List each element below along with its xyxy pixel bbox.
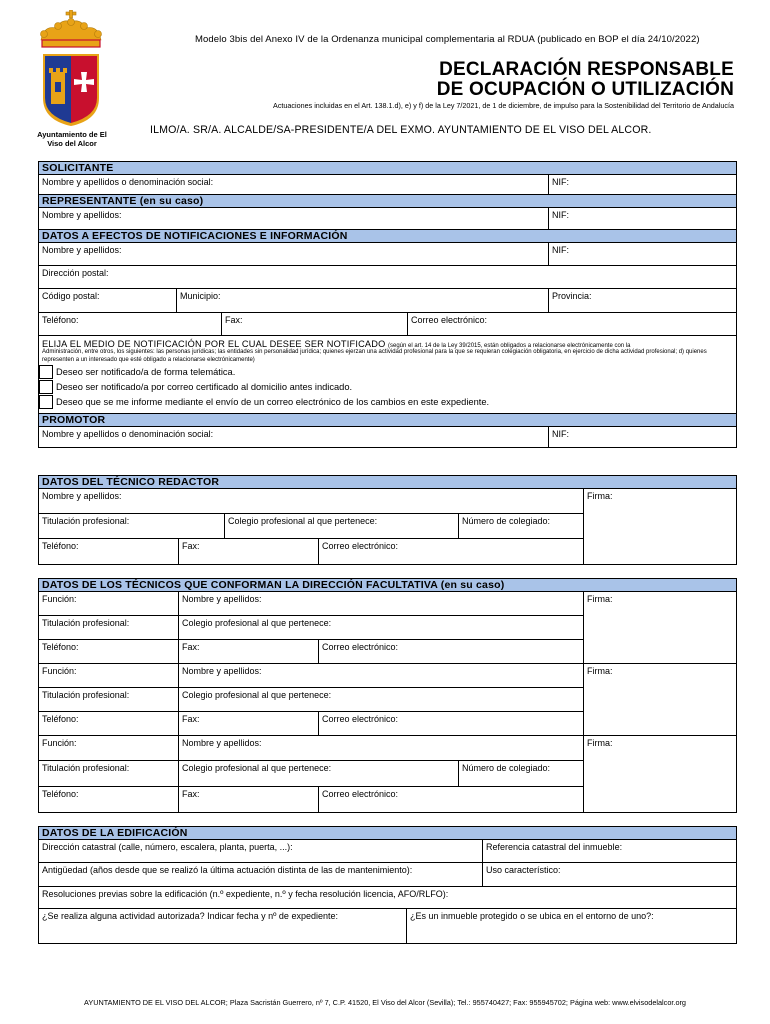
coat-of-arms-logo: [36, 10, 106, 128]
model-reference: Modelo 3bis del Anexo IV de la Ordenanza municipal complementaria al RDUA (publicado en BOP el día 24/10/2022): [195, 34, 700, 45]
notif-name-field[interactable]: Nombre y apellidos:: [39, 243, 549, 265]
antiguedad-field[interactable]: Antigüedad (años desde que se realizó la última actuación distinta de las de mantenimiento):: [39, 863, 483, 886]
name-field-3[interactable]: Nombre y apellidos:: [182, 738, 262, 748]
notif-location-row: [39, 289, 736, 313]
protegido-field[interactable]: ¿Es un inmueble protegido o se ubica en el entorno de uno?:: [410, 911, 654, 921]
solicitante-row: [39, 175, 736, 195]
notif-phone-field[interactable]: Teléfono:: [39, 313, 222, 335]
email-field-2[interactable]: Correo electrónico:: [322, 714, 399, 724]
tecnico-redactor-section: [38, 475, 737, 565]
notif-nif-field[interactable]: NIF:: [552, 245, 569, 255]
tecnico-phone-field[interactable]: Teléfono:: [39, 539, 179, 564]
tecnico-email-field[interactable]: Correo electrónico:: [322, 541, 399, 551]
firma-field-1[interactable]: Firma:: [587, 594, 613, 604]
document-title-line1: DECLARACIÓN RESPONSABLE: [439, 59, 734, 80]
edificacion-section: [38, 826, 737, 944]
notif-address-row: [39, 266, 736, 289]
applicant-section-group: [38, 161, 737, 448]
solicitante-nif-field[interactable]: NIF:: [552, 177, 569, 187]
representante-row: [39, 208, 736, 230]
actividad-field[interactable]: ¿Se realiza alguna actividad autorizada? Indicar fecha y nº de expediente:: [39, 909, 407, 943]
footer-contact: AYUNTAMIENTO DE EL VISO DEL ALCOR; Plaza Sacristán Guerrero, nº 7, C.P. 41520, El Viso del Alcor (Sevilla); Tel.: 955740427; Fax: 955945702; Página web: www.elvisodelalcor.org: [84, 998, 686, 1007]
promotor-heading: PROMOTOR: [39, 414, 736, 427]
document-subtitle: Actuaciones incluidas en el Art. 138.1.d), e) y f) de la Ley 7/2021, de 1 de diciembre, de impulso para la Sostenibilidad del Territorio de Andalucía: [273, 101, 734, 110]
option-correo[interactable]: [39, 379, 736, 394]
notificaciones-heading: DATOS A EFECTOS DE NOTIFICACIONES E INFORMACIÓN: [39, 230, 736, 243]
notif-contact-row: [39, 313, 736, 336]
direccion-tecnico-3: [39, 736, 736, 812]
option-telematica-label: Deseo ser notificado/a de forma telemática.: [56, 366, 236, 377]
promotor-row: [39, 427, 736, 447]
solicitante-heading: SOLICITANTE: [39, 162, 736, 175]
tecnico-body: [39, 489, 736, 564]
tecnico-titulacion-field[interactable]: Titulación profesional:: [39, 514, 225, 538]
titulacion-field-1[interactable]: Titulación profesional:: [39, 616, 179, 639]
tecnico-name-row: [39, 489, 583, 514]
titulacion-field-3[interactable]: Titulación profesional:: [39, 761, 179, 786]
tecnico-heading: DATOS DEL TÉCNICO REDACTOR: [39, 476, 736, 489]
representante-nif-field[interactable]: NIF:: [552, 210, 569, 220]
firma-field-3[interactable]: Firma:: [587, 738, 613, 748]
notification-method-note: Administración, entre otros, los siguientes: las personas jurídicas; las entidades sin personalidad jurídica; quienes ejerzan una actividad profesional para la que se requieran colegiación obligatoria, en ejercicio de dicha actividad profesional; d) quienes representen a un interesado que esté obligado a relacionarse electrónicamente): [42, 349, 707, 363]
funcion-field-3[interactable]: Función:: [39, 736, 179, 760]
option-correo-label: Deseo ser notificado/a por correo certificado al domicilio antes indicado.: [56, 381, 353, 392]
municipality-name: Ayuntamiento de El Viso del Alcor: [37, 130, 107, 148]
notif-municipio-field[interactable]: Municipio:: [177, 289, 549, 312]
notif-address-field[interactable]: Dirección postal:: [42, 268, 109, 278]
colegio-field-3[interactable]: Colegio profesional al que pertenece:: [179, 761, 459, 786]
telematica-checkbox[interactable]: [39, 365, 53, 379]
direccion-tecnico-1: [39, 592, 736, 664]
promotor-name-field[interactable]: Nombre y apellidos o denominación social:: [39, 427, 549, 447]
notification-method-block: [39, 336, 736, 414]
phone-field-3[interactable]: Teléfono:: [39, 787, 179, 812]
numero-field-3[interactable]: Número de colegiado:: [462, 763, 551, 773]
referencia-catastral-field[interactable]: Referencia catastral del inmueble:: [486, 842, 623, 852]
document-title-line2: DE OCUPACIÓN O UTILIZACIÓN: [436, 79, 734, 100]
firma-field-2[interactable]: Firma:: [587, 666, 613, 676]
colegio-field-1[interactable]: Colegio profesional al que pertenece:: [182, 618, 332, 628]
notif-name-row: [39, 243, 736, 266]
option-email-label: Deseo que se me informe mediante el envío de un correo electrónico de los cambios en este expediente.: [56, 396, 490, 407]
fax-field-1[interactable]: Fax:: [179, 640, 319, 663]
name-field-1[interactable]: Nombre y apellidos:: [182, 594, 262, 604]
notif-fax-field[interactable]: Fax:: [222, 313, 408, 335]
fax-field-2[interactable]: Fax:: [179, 712, 319, 735]
tecnico-prof-row: [39, 514, 583, 539]
fax-field-3[interactable]: Fax:: [179, 787, 319, 812]
funcion-field-2[interactable]: Función:: [39, 664, 179, 687]
tecnico-contact-row: [39, 539, 583, 564]
direccion-catastral-field[interactable]: Dirección catastral (calle, número, escalera, planta, puerta, ...):: [39, 840, 483, 862]
colegio-field-2[interactable]: Colegio profesional al que pertenece:: [182, 690, 332, 700]
edificacion-heading: DATOS DE LA EDIFICACIÓN: [39, 827, 736, 840]
notification-method-title: ELIJA EL MEDIO DE NOTIFICACIÓN POR EL CUAL DESEE SER NOTIFICADO (según el art. 14 de la Ley 39/2015, están obligados a relacionarse electrónicamente con la: [42, 339, 631, 349]
option-telematica[interactable]: [39, 364, 736, 379]
document-header: [0, 0, 770, 175]
direccion-heading: DATOS DE LOS TÉCNICOS QUE CONFORMAN LA DIRECCIÓN FACULTATIVA (en su caso): [39, 579, 736, 592]
correo-checkbox[interactable]: [39, 380, 53, 394]
titulacion-field-2[interactable]: Titulación profesional:: [39, 688, 179, 711]
funcion-field-1[interactable]: Función:: [39, 592, 179, 615]
notif-cp-field[interactable]: Código postal:: [39, 289, 177, 312]
addressee: ILMO/A. SR/A. ALCALDE/SA-PRESIDENTE/A DEL EXMO. AYUNTAMIENTO DE EL VISO DEL ALCOR.: [150, 124, 652, 136]
representante-heading: REPRESENTANTE (en su caso): [39, 195, 736, 208]
notif-provincia-field[interactable]: Provincia:: [552, 291, 592, 301]
phone-field-2[interactable]: Teléfono:: [39, 712, 179, 735]
promotor-nif-field[interactable]: NIF:: [552, 429, 569, 439]
email-field-3[interactable]: Correo electrónico:: [322, 789, 399, 799]
representante-name-field[interactable]: Nombre y apellidos:: [39, 208, 549, 229]
name-field-2[interactable]: Nombre y apellidos:: [182, 666, 262, 676]
email-field-1[interactable]: Correo electrónico:: [322, 642, 399, 652]
solicitante-name-field[interactable]: Nombre y apellidos o denominación social:: [39, 175, 549, 194]
resoluciones-field[interactable]: Resoluciones previas sobre la edificación (n.º expediente, n.º y fecha resolución licencia, AFO/RLFO):: [42, 889, 449, 899]
direccion-tecnico-2: [39, 664, 736, 736]
tecnico-name-field[interactable]: Nombre y apellidos:: [42, 491, 122, 501]
email-checkbox[interactable]: [39, 395, 53, 409]
tecnico-fax-field[interactable]: Fax:: [179, 539, 319, 564]
tecnico-firma-field[interactable]: Firma:: [587, 491, 613, 501]
tecnico-numero-field[interactable]: Número de colegiado:: [462, 516, 551, 526]
uso-field[interactable]: Uso característico:: [486, 865, 561, 875]
option-email[interactable]: [39, 394, 736, 409]
direccion-facultativa-section: [38, 578, 737, 813]
notif-email-field[interactable]: Correo electrónico:: [411, 315, 488, 325]
phone-field-1[interactable]: Teléfono:: [39, 640, 179, 663]
tecnico-colegio-field[interactable]: Colegio profesional al que pertenece:: [225, 514, 459, 538]
